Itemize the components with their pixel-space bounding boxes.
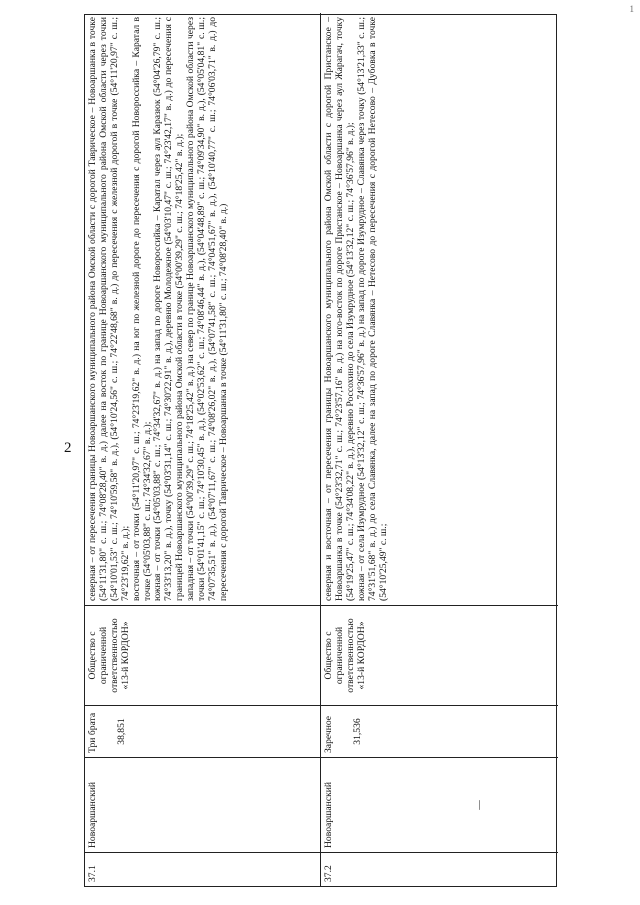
district-cell bbox=[321, 757, 558, 852]
boundary-north-east: северная и восточная – от пересечения границы Новоаршанского муниципального района Омской области с дорогой Пристанское – Новоаршанка в точке (54°23'32,71" с. ш.; 74°23'57,16" в. д.) на юго-восток по дороге Пристанское – Новоаршанка через аул Жарагач, точку (54°19'25,47" с. ш.; 74°34'08,22" в. д.), деревню Россохино до села Изумрудное (54°13'32,12" с. ш.; 74°36'57,96" в. д.); bbox=[323, 17, 356, 601]
area-hectares: 38,851 bbox=[115, 718, 127, 745]
page-number: 2 bbox=[64, 440, 72, 456]
row-number-cell: 37.2 bbox=[321, 852, 558, 886]
area-name: Заречное bbox=[323, 715, 334, 753]
organization-cell: Общество с ограниченной ответственностью «13-й КОРДОН» bbox=[85, 605, 321, 705]
district-name: Новоаршанский bbox=[323, 781, 334, 848]
boundary-south: южная – от точки (54°05'03,88" с. ш.; 74°34'32,67" в. д.) на запад по дороге Новороссийка – Каратал через аул Каразюк (54°04'26,79" с. ш.; 74°33'13,20" в. д.), точку (54°03'31,14" с. ш.; 74°30'22,91" в. д.), деревню Молодежное (54°03'10,47" с. ш.; 74°23'42,17" в. д.) до пересечения с границей Новоаршанского муниципального района Омской области в точке (54°00'39,29" с. ш.; 74°18'25,42" в. д.); bbox=[152, 17, 186, 601]
area-cell bbox=[321, 705, 558, 757]
corner-mark: 1 bbox=[629, 4, 634, 14]
area-hectares: 31,536 bbox=[351, 718, 363, 745]
area-cell bbox=[85, 705, 321, 757]
district-name: Новоаршанский bbox=[87, 781, 98, 848]
row-number-cell: 37.1 bbox=[85, 852, 321, 886]
boundary-south: южная – от села Изумрудное (54°13'32,12" с. ш.; 74°36'57,96" в. д.) на запад по дороге Изумрудное – Славянка через точку (54°13'21,33" с. ш.; 74°31'51,68" в. д.) до села Славянка, далее на запад по дороге Славянка – Нетесово до пересечения с дорогой Нетесово – Дубовка в точке (54°10'25,49" с. ш.; bbox=[355, 17, 389, 601]
district-cell bbox=[85, 757, 321, 852]
boundaries-table bbox=[84, 14, 557, 887]
boundary-description-cell bbox=[85, 13, 321, 605]
boundary-description-cell bbox=[321, 13, 558, 605]
boundary-east: восточная – от точки (54°11'20,97" с. ш.; 74°23'19,62" в. д.) на юг по железной дороге до пересечения с дорогой Новороссийка – Каратал в точке (54°05'03,88" с. ш.; 74°34'32,67" в. д.); bbox=[130, 17, 153, 601]
boundary-north: северная – от пересечения границы Новоаршанского муниципального района Омской области с дорогой Таврическое – Новоаршанка в точке (54°11'31,80" с. ш.; 74°08'28,40" в. д.) далее на восток по границе Новоаршанского муниципального района Омской области через точки (54°10'01,53" с. ш.; 74°10'59,58" в. д.), (54°10'24,56" с. ш.; 74°22'48,68" в. д.) до пересечения с железной дорогой в точке (54°11'20,97" с. ш.; 74°23'19,62" в. д.); bbox=[87, 17, 131, 601]
boundary-west: западная – от точки (54°00'39,29" с. ш.; 74°18'25,42" в. д.) на север по границе Новоаршанского муниципального района Омской области через точки (54°01'41,15" с. ш.; 74°10'30,45" в. д.), (54°02'53,62" с. ш.; 74°08'46,44" в. д.), (54°04'48,89" с. ш.; 74°09'34,90" в. д.), (54°05'04,81" с. ш.; 74°07'35,51" в. д.), (54°07'11,67" с. ш.; 74°08'26,02" в. д.), (54°07'41,58" с. ш.; 74°04'51,67" в. д.), (54°10'40,77" с. ш.; 74°06'03,71" в. д.) до пересечения с дорогой Таврическое – Новоаршанка в точке (54°11'31,80" с. ш.; 74°08'28,40" в. д.) bbox=[185, 17, 229, 601]
organization-cell: Общество с ограниченной ответственностью «13-й КОРДОН» bbox=[321, 605, 558, 705]
area-name: Три брата bbox=[87, 712, 98, 753]
district-dash-mark: — bbox=[473, 800, 485, 810]
